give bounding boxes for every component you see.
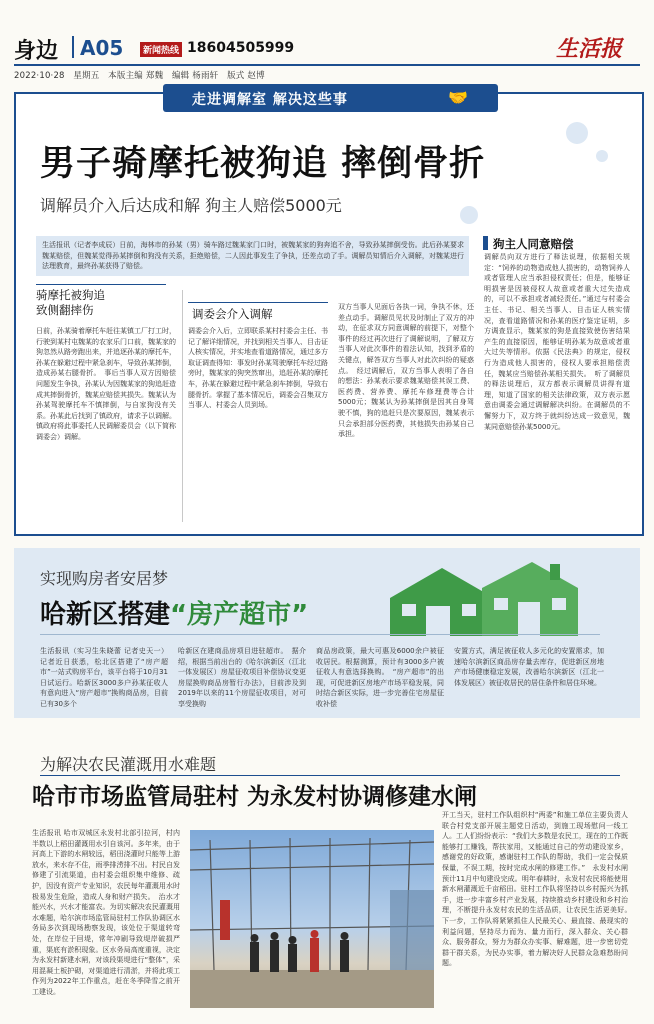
column-banner-text: 走进调解室 解决这些事 <box>192 92 348 108</box>
site-photo <box>190 830 434 1008</box>
article2-headline-highlight: “房产超市” <box>170 600 309 630</box>
article2-headline-main: 哈新区搭建 <box>40 600 171 630</box>
article2-rule <box>40 634 600 635</box>
subhead-rule <box>188 302 328 303</box>
article1-lead: 生活报讯（记者李成辰）日前，海林市的孙某（男）骑车路过魏某家门口时，被魏某家的狗奔追不舍，导致孙某摔倒受伤。此后孙某要求魏某赔偿，但魏某觉得孙某摔倒和狗没有关系，拒绝赔偿，二人因此事发生了争执，还差点动了手。调解员知情后介入调解，对魏某进行法理教育，最终孙某获得了赔偿。 <box>42 241 464 271</box>
subhead-line-1: 骑摩托被狗追 <box>36 288 105 302</box>
article1-col3: 双方当事人见面后各执一词，争执不休，还差点动手。调解员见状及时制止了双方的冲动，在征求双方同意调解的前提下，对整个事件的经过再次进行了调解说明，了解双方当事人对此次事件的看法认知，找到矛盾的关键点，解答双方当事人对此次纠纷的疑惑点。 经过调解后，双方当事人表明了各自的想法：孙某表示要求魏某赔偿其误工费、医药费、营养费、摩托车修理费等合计5000元；魏某认为孙某摔倒是因其自身驾驶不慎，狗的追赶只是次要原因，魏某表示只会承担部分医药费，其他损失由孙某自己承担。 <box>338 303 474 439</box>
construction-scaffold-graphic <box>190 830 434 1008</box>
newspaper-logo: 生活报 <box>556 36 623 62</box>
subhead-marker <box>483 236 488 250</box>
article1-col4: 调解员向双方进行了释法说理，依据相关规定：“饲养的动物造成他人损害的，动物饲养人或者管理人应当承担侵权责任；但是，能够证明损害是因被侵权人故意或者重大过失造成的，可以不承担或者减轻责任。”通过与村委会主任、书记、相关当事人、目击证人核实情况，查看道路情况和孙某的医疗鉴定证明，多方调查显示，魏某家的狗是直接致使伤害结果产生的直接原因，能够证明孙某为故意或者重大过失等情形。依据《民法典》的规定，侵权行为造成他人损害的，侵权人要承担赔偿责任，魏某应当赔偿孙某相关损失。 听了调解员的释法说理后，双方都表示调解员讲得有道理，知道了国家的相关法律政策，双方表示愿意由调委会通过调解解决纠纷。在调解员的不懈努力下，双方终于就纠纷达成一致意见，魏某同意赔偿孙某5000元。 <box>484 253 630 431</box>
subhead-dog-owner-agrees: 狗主人同意赔偿 <box>493 237 574 251</box>
subhead-chased-by-dog <box>36 288 105 318</box>
article3-col3: 开工当天，驻村工作队组织村“两委”和施工单位主要负责人联合村党支部开展主题党日活动，到施工现场慰问一线工人。工人们纷纷表示：“我们大多数是农民工，现在的工作既能够打工赚钱，帮扶家用，又能通过自己的劳动建设家乡，感谢党的好政策，感谢驻村工作队的帮助，我们一定会保质保量，不误工期，按时完成水闸的修建工作。” 永发村水闸预计11月中旬建设完成。明年春耕时，永发村农民将能使用新水闸灌溉近千亩稻田。驻村工作队将坚持以乡村振兴为抓手，进一步丰富乡村产业发展，持续推动乡村建设和乡村治理，不断提升永发村农民的生活品质，让农民生活更美好。 下一步，工作队将紧紧抓住人民最关心、最直接、最现实的利益问题，坚持尽力而为、量力而行，深入群众、关心群众、服务群众，努力为群众办实事、解难题，进一步密切党群干群关系，为民办实事，着力解决好人民群众急难愁盼问题。 <box>442 811 635 968</box>
article2-col3: 商品房政策，最大可惠及6000余户被征收居民。根据测算，预计有3000多户被征收人有意选择换购。 “房产超市”的出现，可促进新区房地产市场平稳发展，同时结合新区实际，进一步完善住宅房屋征收补偿 <box>316 647 444 708</box>
handshake-icon: 🤝 <box>448 88 468 107</box>
article2-col4: 安置方式，满足被征收人多元化的安置需求，加速哈尔滨新区商品房存量去库存，促进新区房地产市场健康稳定发展，改善哈尔滨新区（江北一体发展区）被征收居民的居住条件和居住环境。 <box>454 647 604 687</box>
article1-subheadline: 调解员介入后达成和解 狗主人赔偿5000元 <box>40 196 342 215</box>
article2-col1: 生活报讯（实习生朱晓蕾 记者史天一）记者近日获悉，松北区搭建了“房产超市”一站式购房平台，该平台将于10月31日试运行。哈新区3000多户孙某征收人有意向进入“房产超市”换购商品房，目前已有30多个 <box>40 647 168 708</box>
decor-circle <box>596 150 608 162</box>
subhead-line-2: 致侧翻摔伤 <box>36 303 94 317</box>
house-icon <box>382 558 578 638</box>
page-code: A05 <box>80 36 124 60</box>
column-divider <box>182 290 183 522</box>
subhead-mediation: 调委会介入调解 <box>192 307 273 321</box>
section-name: 身边 <box>14 38 59 64</box>
header-rule <box>14 64 640 66</box>
article2-col2: 哈新区在建商品房项目进驻超市。 据介绍，根据当前出台的《哈尔滨新区（江北一体发展区）房屋征收项目补偿协议变更房屋换购商品房暂行办法》，目前涉及到2019年以来的11个房屋征收项目，对可享受换购 <box>178 647 306 708</box>
hotline-phone: 18604505999 <box>187 40 295 56</box>
header-divider <box>72 36 74 58</box>
article2-headline <box>40 594 308 631</box>
hotline-label: 新闻热线 <box>140 42 182 57</box>
article3-rule <box>40 775 620 776</box>
article1-headline: 男子骑摩托被狗追 摔倒骨折 <box>40 144 486 184</box>
article3-col1: 生活报讯 哈市双城区永发村北部引拉河，村内半数以上稻田灌溉用水引自该河。多年来，由于河高上下游的水闸较远，稻田浇灌时只能等上游放水，来水存不住，雨季排涝排不出。村民自发修建了引流渠道，由村委会组织集中维修、疏护，因没有资产专业知识，农民每年灌溉用水时极易发生危险，造成人身和财产损失。 治水才能兴水，兴水才能富农。为切实解决农民灌溉用水难题，哈尔滨市场监管局驻村工作队协调区水务局多次到现场勘察发现，该处位于渠道转弯处，在岸位于回堤，常年冲刷导致堤岸破损严重，渠底有淤积现象。区水务局高度重视，决定为永发村新建水闸，对该段渠堤进行“整体”，采用混凝土板护砌，对渠道进行清淤，并将此项工作列为2022年工作重点，赶在冬季降雪之前开工建设。 <box>32 829 180 996</box>
article3-headline: 哈市市场监管局驻村 为永发村协调修建水闸 <box>32 784 478 810</box>
article1-col1: 日前，孙某骑着摩托车赶往某镇工厂打工时，行驶到某村屯魏某的农家乐门口前，魏某家的狗忽然从路旁跑出来，并追逐孙某的摩托车，孙某在躲避过程中紧急刹车，导致孙某摔倒，造成孙某右腿骨折。 事后当事人双方因赔偿问题发生争执，孙某认为因魏某家的狗追赶造成其摔倒骨折，魏某应赔偿其损失。魏某认为孙某驾驶摩托车不慎摔倒，与自家狗没有关系。孙某此后找到了镇政府，请求予以调解。镇政府将此事委托人民调解委员会（以下简称调委会）调解。 <box>36 327 176 441</box>
subhead-rule <box>36 284 166 285</box>
dateline: 2022·10·28 星期五 本版主编 郑魏 编辑 杨雨轩 版式 赵博 <box>14 71 265 81</box>
decor-circle <box>460 206 478 224</box>
article1-col2: 调委会介入后，立即联系某村村委会主任、书记了解详细情况，并找到相关当事人、目击证人核实情况，并实地查看道路情况，通过多方取证调查得知：事发时孙某驾驶摩托车经过路旁时，魏某家的狗突然窜出，追赶孙某的摩托车，孙某在躲避过程中紧急刹车摔倒，导致右腿骨折。掌握了基本情况后，调委会召集双方当事人、村委会人员到场。 <box>188 327 328 410</box>
decor-circle <box>566 122 588 144</box>
article3-kicker: 为解决农民灌溉用水难题 <box>40 755 217 774</box>
article2-kicker: 实现购房者安居梦 <box>40 569 169 588</box>
